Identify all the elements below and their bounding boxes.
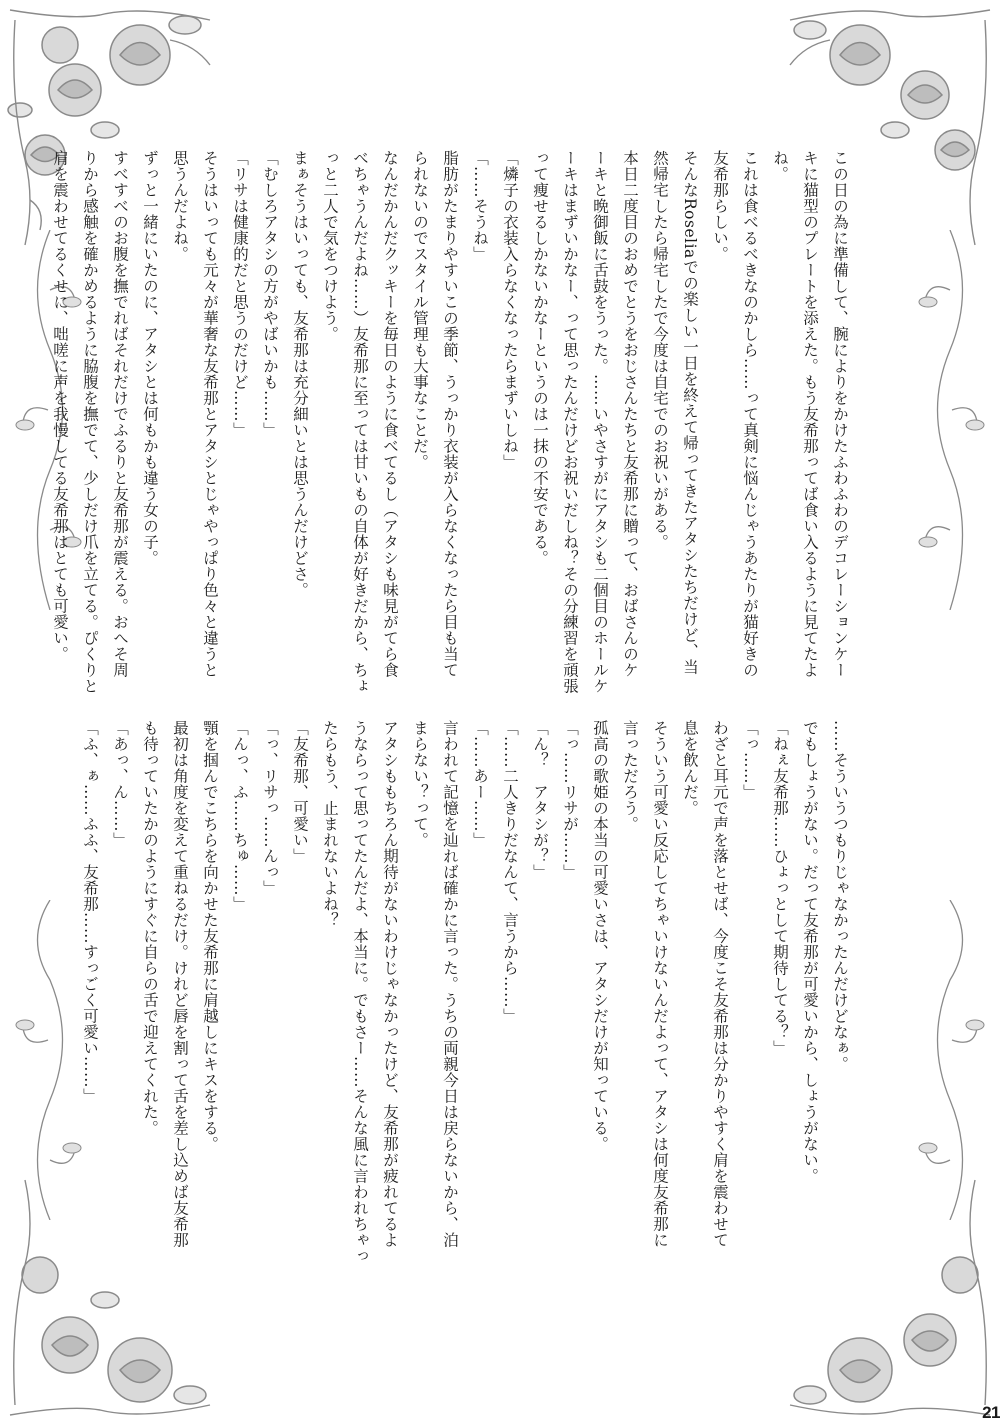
text-line: 「……二人きりだなんて、言うから……」	[501, 720, 519, 1024]
text-line: られないのでスタイル管理も大事なことだ。	[411, 150, 429, 470]
text-line: うならって思ってたんだよ、本当に。でもさー……そんな風に言われちゃっ	[351, 720, 369, 1264]
text-line: 肩を震わせてるくせに、咄嗟に声を我慢してる友希那はとても可愛い。	[51, 150, 69, 662]
text-line: この日の為に準備して、腕によりをかけたふわふわのデコレーションケー	[831, 150, 849, 678]
text-line: 「っ……」	[741, 720, 759, 800]
text-line: 孤高の歌姫の本当の可愛いさは、アタシだけが知っている。	[591, 720, 609, 1152]
text-line: 「……そうね」	[471, 150, 489, 262]
text-line: ……そういうつもりじゃなかったんだけどなぁ。	[831, 720, 849, 1072]
text-line: 「ねぇ友希那……ひょっとして期待してる？」	[771, 720, 789, 1056]
text-line: これは食べるべきなのかしら……って真剣に悩んじゃうあたりが猫好きの	[741, 150, 759, 678]
text-line: なんだかんだクッキーを毎日のように食べてるし（アタシも味見がてら食	[381, 150, 399, 678]
text-line: 「ん？ アタシが？」	[531, 720, 549, 880]
text-line: 友希那らしい。	[711, 150, 729, 262]
vine-flourish-icon	[910, 230, 990, 610]
text-line: アタシももちろん期待がないわけじゃなかったけど、友希那が疲れてるよ	[381, 720, 399, 1248]
text-line: りから感触を確かめるように脇腹を撫でて、少しだけ爪を立てる。ぴくりと	[81, 150, 99, 694]
text-line: 言っただろう。	[621, 720, 639, 832]
text-line: っと二人で気をつけよう。	[321, 150, 339, 342]
text-line: まらない？って。	[411, 720, 429, 848]
text-line: 「むしろアタシの方がやばいかも……」	[261, 150, 279, 438]
text-line: 「っ、リサっ……んっ」	[261, 720, 279, 896]
text-line: たらもう、止まれないよね？	[321, 720, 339, 928]
text-line: ーキはまずいかなー、って思ったんだけどお祝いだしね？その分練習を頑張	[561, 150, 579, 694]
text-line: 最初は角度を変えて重ねるだけ。けれど唇を割って舌を差し込めば友希那	[171, 720, 189, 1248]
page-number: 21	[982, 1403, 1000, 1422]
text-line: ーキと晩御飯に舌鼓をうった。……いやさすがにアタシも二個目のホールケ	[591, 150, 609, 694]
text-line: 思うんだよね。	[171, 150, 189, 262]
text-line: 「友希那、可愛い」	[291, 720, 309, 864]
text-line: わざと耳元で声を落とせば、今度こそ友希那は分かりやすく肩を震わせて	[711, 720, 729, 1248]
text-line: も待っていたかのようにすぐに自らの舌で迎えてくれた。	[141, 720, 159, 1136]
vine-flourish-icon	[910, 900, 990, 1220]
text-line: まぁそうはいっても、友希那は充分細いとは思うんだけどさ。	[291, 150, 309, 598]
text-line: 「……あー……」	[471, 720, 489, 848]
text-line: 「ふ、ぁ……ふふ、友希那……すっごく可愛い……」	[81, 720, 99, 1104]
text-line: 息を飲んだ。	[681, 720, 699, 816]
text-line: でもしょうがない。だって友希那が可愛いから、しょうがない。	[801, 720, 819, 1184]
text-line: そうはいっても元々が華奢な友希那とアタシとじゃやっぱり色々と違うと	[201, 150, 219, 678]
text-line: 顎を掴んでこちらを向かせた友希那に肩越しにキスをする。	[201, 720, 219, 1152]
text-block-bottom	[81, 720, 855, 1275]
text-line: 「あっ、ん……」	[111, 720, 129, 848]
text-line: って痩せるしかないかなーというのは一抹の不安である。	[531, 150, 549, 566]
text-block-top	[51, 150, 855, 705]
text-line: 脂肪がたまりやすいこの季節、うっかり衣装が入らなくなったら目も当て	[441, 150, 459, 678]
text-line: 言われて記憶を辿れば確かに言った。うちの両親今日は戻らないから、泊	[441, 720, 459, 1248]
text-line: 本日二度目のおめでとうをおじさんたちと友希那に贈って、おばさんのケ	[621, 150, 639, 678]
text-line: キに猫型のプレートを添えた。もう友希那ってば食い入るように見てたよね。	[771, 150, 819, 678]
text-line: 「リサは健康的だと思うのだけど……」	[231, 150, 249, 438]
text-line: すべすべのお腹を撫でればそれだけでふるりと友希那が震える。おへそ周	[111, 150, 129, 678]
text-line: 「っ……リサが……」	[561, 720, 579, 880]
text-line: 「んっ、ふ……ちゅ……」	[231, 720, 249, 912]
text-line: べちゃうんだよね……）友希那に至っては甘いもの自体が好きだから、ちょ	[351, 150, 369, 694]
text-line: そんなRoseliaでの楽しい一日を終えて帰ってきたアタシたちだけど、当	[681, 150, 699, 675]
text-line: そういう可愛い反応してちゃいけないんだよって、アタシは何度友希那に	[651, 720, 669, 1248]
text-line: 「燐子の衣装入らなくなったらまずいしね」	[501, 150, 519, 470]
text-line: 然帰宅したら帰宅したで今度は自宅でのお祝いがある。	[651, 150, 669, 550]
text-line: ずっと一緒にいたのに、アタシとは何もかも違う女の子。	[141, 150, 159, 566]
